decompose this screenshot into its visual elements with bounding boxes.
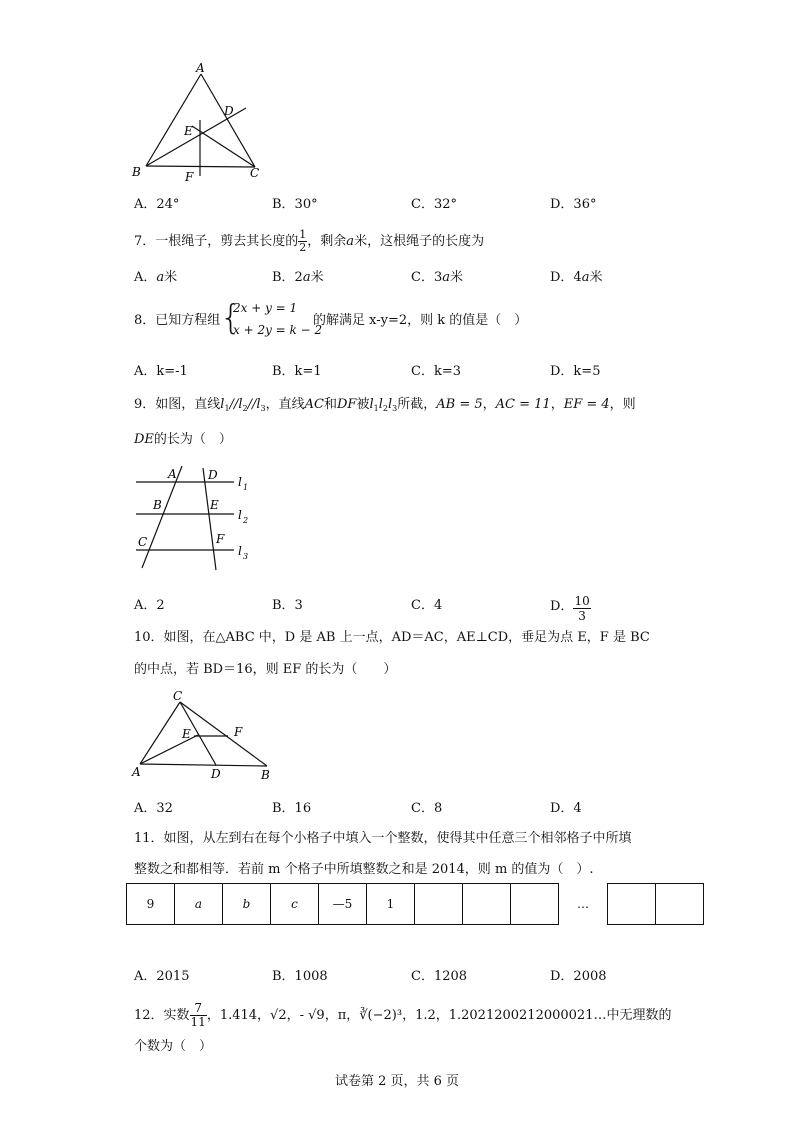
- grid-cell-5: —5: [319, 884, 367, 925]
- q9-lb3-sub: 3: [392, 404, 398, 413]
- q9-label-a: A: [168, 467, 177, 481]
- q12-sqrt2: √2: [270, 1008, 287, 1023]
- q9-option-d-den: 3: [578, 609, 586, 623]
- q10-option-a: A．32: [134, 801, 173, 816]
- q10-option-c: C．8: [411, 801, 443, 816]
- grid-cell-4: c: [271, 884, 319, 925]
- q12-fraction: [190, 1002, 207, 1029]
- q8-eq2: x + 2y = k − 2: [233, 323, 323, 337]
- q9-label-b: B: [153, 498, 162, 512]
- q7-option-a: [134, 266, 177, 285]
- q7-frac-num: 1: [299, 228, 307, 241]
- q9-option-c: C．4: [411, 598, 443, 613]
- grid-cell-7: [415, 884, 463, 925]
- q10-triangle-figure: [128, 690, 278, 782]
- q12-list2: ，-: [286, 1008, 309, 1023]
- q6-label-e: E: [184, 124, 193, 138]
- q10-label-a: A: [132, 765, 141, 779]
- q9-ac-val: AC = 11: [495, 397, 551, 412]
- q9-label-l3-sub: 3: [243, 552, 249, 561]
- q11-number-grid: [126, 883, 704, 925]
- grid-cell-3: b: [223, 884, 271, 925]
- q9-l3: l: [256, 397, 261, 412]
- q7-option-b-var: a: [302, 270, 311, 285]
- q8-option-b: B．k=1: [272, 364, 322, 379]
- q10-option-b: B．16: [272, 801, 312, 816]
- grid-cell-1: 9: [127, 884, 175, 925]
- q7-frac-den: 2: [299, 241, 307, 254]
- q6-option-d: D．36°: [550, 197, 597, 212]
- q11-option-b: B．1008: [272, 969, 328, 984]
- q9-lb1-sub: 1: [373, 404, 379, 413]
- q9-l1: l: [220, 397, 225, 412]
- q7-option-b: [272, 266, 324, 285]
- q7-fraction: [298, 229, 307, 254]
- q12-list1: ，1.414，: [206, 1008, 271, 1023]
- q9-p2: ，直线: [265, 397, 305, 412]
- q9-label-c: C: [138, 535, 148, 549]
- q6-option-a: A．24°: [134, 197, 180, 212]
- q7-option-d-var: a: [581, 270, 590, 285]
- q6-label-d: D: [224, 104, 234, 118]
- q6-label-a: A: [196, 61, 205, 75]
- q9-ac: AC: [304, 397, 324, 412]
- q6-option-c: C．32°: [411, 197, 457, 212]
- q10-stem-line1: 10．如图，在△ABC 中，D 是 AB 上一点，AD＝AC，AE⊥CD，垂足为点 E，F 是 BC: [134, 630, 650, 645]
- q10-option-d: D．4: [550, 801, 582, 816]
- q10-label-d: D: [211, 767, 221, 781]
- q9-l2: l: [238, 397, 243, 412]
- q9-l2-sub: 2: [242, 404, 248, 413]
- q9-par1: //: [229, 397, 239, 412]
- q8-suffix: 的解满足 x-y=2，则 k 的值是（ ）: [313, 313, 528, 328]
- q8-brace: {: [220, 298, 242, 338]
- q7-option-a-label: A．: [134, 270, 157, 285]
- q7-option-d-unit: 米: [589, 270, 603, 285]
- q8-eq1: 2x + y = 1: [233, 301, 298, 315]
- q12-stem-line2: 个数为（ ）: [134, 1039, 213, 1054]
- q8-option-d: D．k=5: [550, 364, 601, 379]
- q12-list3: ，π，: [324, 1008, 360, 1023]
- q9-l1-sub: 1: [224, 404, 230, 413]
- q8-option-c: C．k=3: [411, 364, 461, 379]
- grid-cell-2: a: [175, 884, 223, 925]
- q7-option-d-label: D．4: [550, 270, 582, 285]
- q12-frac-num: 7: [190, 1002, 207, 1016]
- q9-label-l2: l: [238, 508, 242, 522]
- q9-label-l2-sub: 2: [243, 516, 249, 525]
- q9-option-d: [550, 594, 591, 623]
- q9-stem-line2: [134, 432, 232, 448]
- q9-then: ，则: [609, 397, 636, 412]
- q7-stem: [134, 229, 484, 254]
- q9-and: 和: [323, 397, 337, 412]
- q7-option-c: [411, 266, 463, 285]
- q9-option-b: B．3: [272, 598, 303, 613]
- q6-label-b: B: [132, 165, 141, 179]
- grid-cell-last-2: [608, 884, 656, 925]
- q11-option-c: C．1208: [411, 969, 468, 984]
- q6-label-c: C: [250, 166, 260, 180]
- grid-ellipsis: …: [577, 897, 589, 911]
- q9-lb3: l: [387, 397, 393, 412]
- q7-option-c-unit: 米: [449, 270, 463, 285]
- q9-option-d-num: 10: [574, 594, 590, 608]
- q9-label-e: E: [210, 498, 219, 512]
- q10-label-b: B: [261, 768, 270, 782]
- q6-triangle-figure: [128, 60, 263, 185]
- q9-lb1: l: [369, 397, 374, 412]
- q7-option-c-label: C．3: [411, 270, 443, 285]
- q9-label-l1: l: [238, 475, 242, 489]
- q9-option-d-fraction: [573, 594, 590, 623]
- q9-l3-sub: 3: [260, 404, 266, 413]
- q9-p4: 所截，: [397, 397, 437, 412]
- q9-line2-text: 的长为（ ）: [153, 432, 232, 447]
- q7-suffix: 米，这根绳子的长度为: [354, 234, 485, 249]
- q9-parallel-lines-figure: [128, 462, 258, 572]
- q9-p1: 9．如图，直线: [134, 397, 221, 412]
- q9-label-l3: l: [238, 544, 242, 558]
- q11-stem-line1: 11．如图，从左到右在每个小格子中填入一个整数，使得其中任意三个相邻格子中所填: [134, 831, 632, 846]
- q7-var: a: [346, 234, 355, 249]
- q9-ab: AB = 5: [436, 397, 483, 412]
- q9-de: DE: [134, 432, 154, 447]
- q9-option-a: A．2: [134, 598, 165, 613]
- q8-option-a: A．k=-1: [134, 364, 188, 379]
- q7-option-a-var: a: [156, 270, 165, 285]
- q6-label-f: F: [185, 170, 194, 184]
- q9-df: DF: [336, 397, 357, 412]
- q10-stem-line2: 的中点，若 BD＝16，则 EF 的长为（ ）: [134, 662, 397, 677]
- q9-lb2: l: [378, 397, 383, 412]
- q9-stem-line1: 9．如图，直线$l_1//l_2//l_3$，直线AC和DF被$l_1l_2l_3$所截，AB = 5，AC = 11，EF = 4，则: [134, 397, 636, 413]
- q12-sqrt9: √9: [308, 1008, 325, 1023]
- q9-par2: //: [247, 397, 257, 412]
- q12-list4: ，1.2，1.2021200212000021…中无理数的: [402, 1008, 672, 1023]
- q7-option-b-label: B．2: [272, 270, 303, 285]
- q8-prefix: 8．已知方程组: [134, 313, 221, 328]
- grid-cell-6: 1: [367, 884, 415, 925]
- q7-option-d: [550, 266, 602, 285]
- q9-lb2-sub: 2: [382, 404, 388, 413]
- q7-option-c-var: a: [442, 270, 450, 285]
- q6-option-b: B．30°: [272, 197, 318, 212]
- q12-stem-line1: [134, 1002, 671, 1029]
- q12-cbrt: ∛(−2)³: [359, 1008, 403, 1023]
- q9-p3: 被: [356, 397, 370, 412]
- q11-stem-line2: 整数之和都相等．若前 m 个格子中所填整数之和是 2014，则 m 的值为（ ）.: [134, 862, 594, 877]
- q11-option-a: A．2015: [134, 969, 190, 984]
- q10-label-f: F: [234, 725, 243, 739]
- q9-label-d: D: [208, 468, 218, 482]
- grid-cell-9: [511, 884, 559, 925]
- page-footer: 试卷第 2 页，共 6 页: [334, 1074, 460, 1089]
- q9-label-l1-sub: 1: [243, 483, 249, 492]
- q9-label-f: F: [216, 532, 225, 546]
- q9-ef: EF = 4: [563, 397, 610, 412]
- q12-prefix: 12．实数: [134, 1008, 190, 1023]
- grid-cell-last-1: [656, 884, 704, 925]
- q9-option-d-label: D．: [550, 599, 574, 614]
- grid-cell-8: [463, 884, 511, 925]
- q7-middle: ，剩余: [307, 234, 347, 249]
- q7-prefix: 7．一根绳子，剪去其长度的: [134, 234, 299, 249]
- q12-frac-den: 11: [190, 1015, 206, 1029]
- q11-option-d: D．2008: [550, 969, 607, 984]
- q7-option-a-unit: 米: [164, 270, 178, 285]
- q7-option-b-unit: 米: [310, 270, 324, 285]
- q10-label-c: C: [173, 690, 183, 703]
- q10-label-e: E: [182, 727, 191, 741]
